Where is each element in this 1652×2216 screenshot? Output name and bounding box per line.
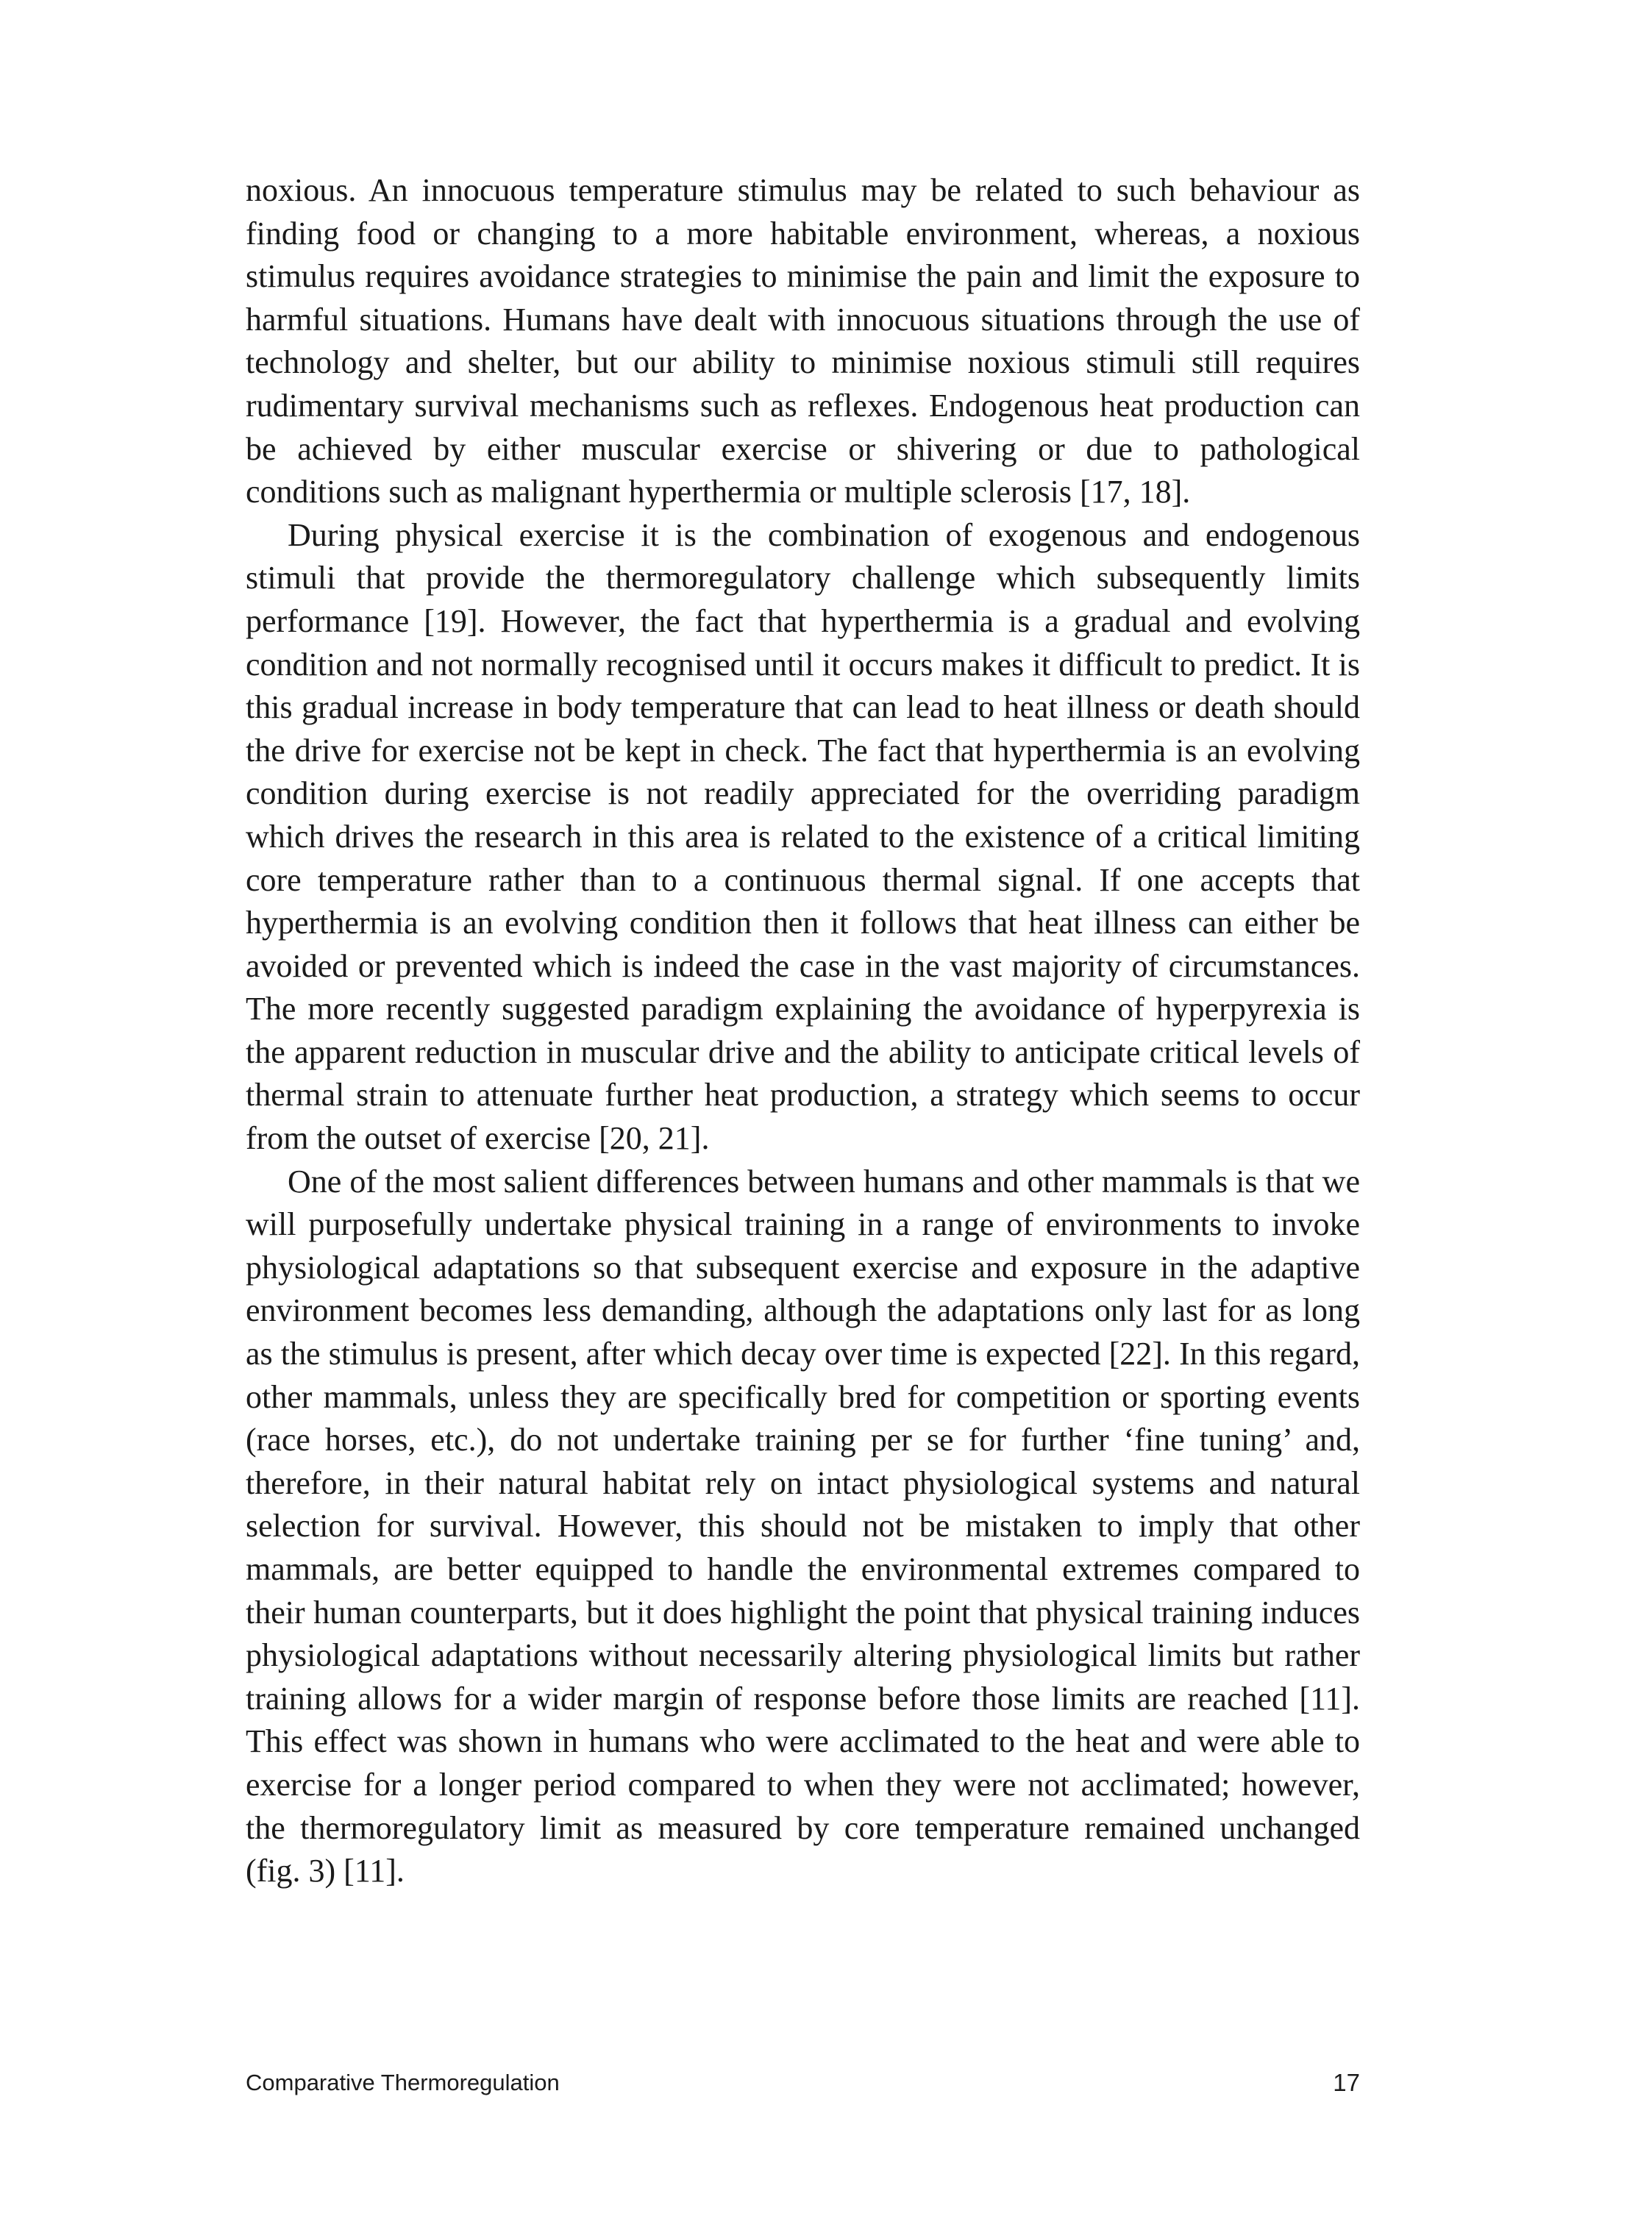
paragraph-1: noxious. An innocuous temperature stimulus may be related to such behaviour as finding food or changing to a more habitable environment, whereas, a noxious stimulus requires avoidance strategies to minimise the pain and limit the exposure to harmful situations. Humans have dealt with innocuous situations through the use of technology and shelter, but our ability to minimise noxious stimuli still requires rudimentary survival mechanisms such as reflexes. Endogenous heat production can be achieved by either muscular exercise or shivering or due to pathological conditions such as malignant hyperthermia or multiple sclerosis [17, 18]. bbox=[246, 172, 1360, 510]
page-footer bbox=[246, 2068, 1360, 2098]
paragraph-3: One of the most salient differences between humans and other mammals is that we will purposefully undertake physical training in a range of environments to invoke physiological adaptations so that subsequent exercise and exposure in the adaptive environment becomes less demanding, although the adaptations only last for as long as the stimulus is present, after which decay over time is expected [22]. In this regard, other mammals, unless they are specifically bred for competition or sporting events (race horses, etc.), do not undertake training per se for further ‘fine tuning’ and, therefore, in their natural habitat rely on intact physiological systems and natural selection for survival. However, this should not be mistaken to imply that other mammals, are better equipped to handle the environmental extremes compared to their human counterparts, but it does highlight the point that physical training induces physiological adaptations without necessarily altering physiological limits but rather training allows for a wider margin of response before those limits are reached [11]. This effect was shown in humans who were acclimated to the heat and were able to exercise for a longer period compared to when they were not acclimated; however, the thermoregulatory limit as measured by core temperature remained unchanged (fig. 3) [11]. bbox=[246, 1163, 1360, 1889]
paragraph-2: During physical exercise it is the combination of exogenous and endogenous stimuli that provide the thermoregulatory challenge which subsequently limits performance [19]. However, the fact that hyperthermia is a gradual and evolving condition and not normally recognised until it occurs makes it difficult to predict. It is this gradual increase in body temperature that can lead to heat illness or death should the drive for exercise not be kept in check. The fact that hyperthermia is an evolving condition during exercise is not readily appreciated for the overriding paradigm which drives the research in this area is related to the existence of a critical limiting core temperature rather than to a continuous thermal signal. If one accepts that hyperthermia is an evolving condition then it follows that heat illness can either be avoided or prevented which is indeed the case in the vast majority of circumstances. The more recently suggested paradigm explaining the avoidance of hyperpyrexia is the apparent reduction in muscular drive and the ability to anticipate critical levels of thermal strain to attenuate further heat production, a strategy which seems to occur from the outset of exercise [20, 21]. bbox=[246, 516, 1360, 1157]
page-number: 17 bbox=[1333, 2069, 1360, 2096]
running-title: Comparative Thermoregulation bbox=[246, 2070, 560, 2095]
body-text bbox=[246, 169, 1360, 1893]
